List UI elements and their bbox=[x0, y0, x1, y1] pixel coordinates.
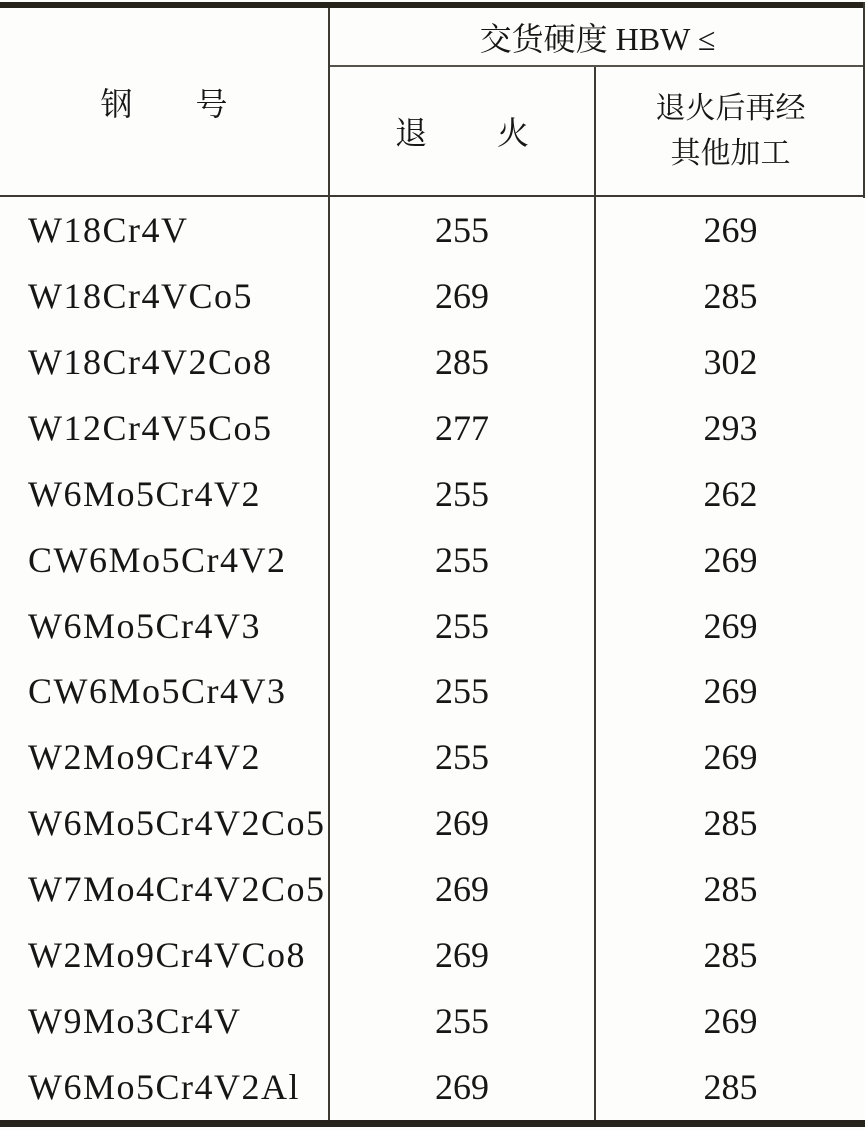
steel-grade-cell: W7Mo4Cr4V2Co5 bbox=[0, 856, 330, 922]
annealed-value-cell: 269 bbox=[330, 790, 596, 856]
annealed-value-cell: 277 bbox=[330, 395, 596, 461]
hardness-table bbox=[0, 2, 865, 1127]
after-processing-value-cell: 269 bbox=[703, 209, 758, 250]
annealed-value-cell: 255 bbox=[330, 988, 596, 1054]
after-processing-value-cell: 293 bbox=[703, 407, 758, 448]
annealed-value-cell: 255 bbox=[330, 197, 596, 263]
steel-grade-cell: W6Mo5Cr4V3 bbox=[0, 593, 330, 659]
annealed-value-cell: 255 bbox=[330, 461, 596, 527]
after-processing-value-cell: 262 bbox=[703, 473, 758, 514]
steel-grade-cell: CW6Mo5Cr4V3 bbox=[0, 659, 330, 725]
annealed-value-cell: 255 bbox=[330, 724, 596, 790]
header-after-annealing-line1: 退火后再经 bbox=[655, 92, 806, 125]
after-processing-value-cell: 269 bbox=[703, 605, 758, 646]
steel-grade-cell: CW6Mo5Cr4V2 bbox=[0, 527, 330, 593]
after-processing-value-cell: 269 bbox=[703, 1001, 758, 1042]
header-annealed: 退 火 bbox=[330, 67, 596, 197]
after-processing-value-cell: 285 bbox=[703, 1067, 758, 1108]
header-after-annealing bbox=[596, 67, 865, 197]
annealed-value-cell: 255 bbox=[330, 593, 596, 659]
steel-grade-cell: W6Mo5Cr4V2 bbox=[0, 461, 330, 527]
header-steel-grade: 钢 号 bbox=[0, 8, 330, 197]
after-processing-value-cell: 285 bbox=[703, 803, 758, 844]
after-processing-value-cell: 285 bbox=[703, 869, 758, 910]
annealed-value-cell: 255 bbox=[330, 527, 596, 593]
annealed-value-cell: 269 bbox=[330, 1054, 596, 1120]
annealed-value-cell: 285 bbox=[330, 329, 596, 395]
after-processing-value-cell: 302 bbox=[703, 341, 758, 382]
annealed-value-cell: 269 bbox=[330, 263, 596, 329]
annealed-value-cell: 269 bbox=[330, 922, 596, 988]
annealed-value-cell: 255 bbox=[330, 659, 596, 725]
steel-grade-cell: W9Mo3Cr4V bbox=[0, 988, 330, 1054]
header-delivery-hardness: 交货硬度 HBW ≤ bbox=[330, 8, 865, 67]
after-processing-value-cell: 285 bbox=[703, 935, 758, 976]
steel-grade-cell: W12Cr4V5Co5 bbox=[0, 395, 330, 461]
after-processing-value-cell: 269 bbox=[703, 737, 758, 778]
after-processing-value-cell: 269 bbox=[703, 539, 758, 580]
steel-grade-cell: W18Cr4V2Co8 bbox=[0, 329, 330, 395]
steel-grade-cell: W18Cr4VCo5 bbox=[0, 263, 330, 329]
after-processing-value-cell: 269 bbox=[703, 671, 758, 712]
steel-grade-cell: W6Mo5Cr4V2Co5 bbox=[0, 790, 330, 856]
after-processing-value-cell: 285 bbox=[703, 275, 758, 316]
steel-grade-cell: W2Mo9Cr4VCo8 bbox=[0, 922, 330, 988]
steel-grade-cell: W6Mo5Cr4V2Al bbox=[0, 1054, 330, 1120]
steel-grade-cell: W18Cr4V bbox=[0, 197, 330, 263]
annealed-value-cell: 269 bbox=[330, 856, 596, 922]
steel-grade-cell: W2Mo9Cr4V2 bbox=[0, 724, 330, 790]
header-after-annealing-line2: 其他加工 bbox=[670, 137, 791, 170]
